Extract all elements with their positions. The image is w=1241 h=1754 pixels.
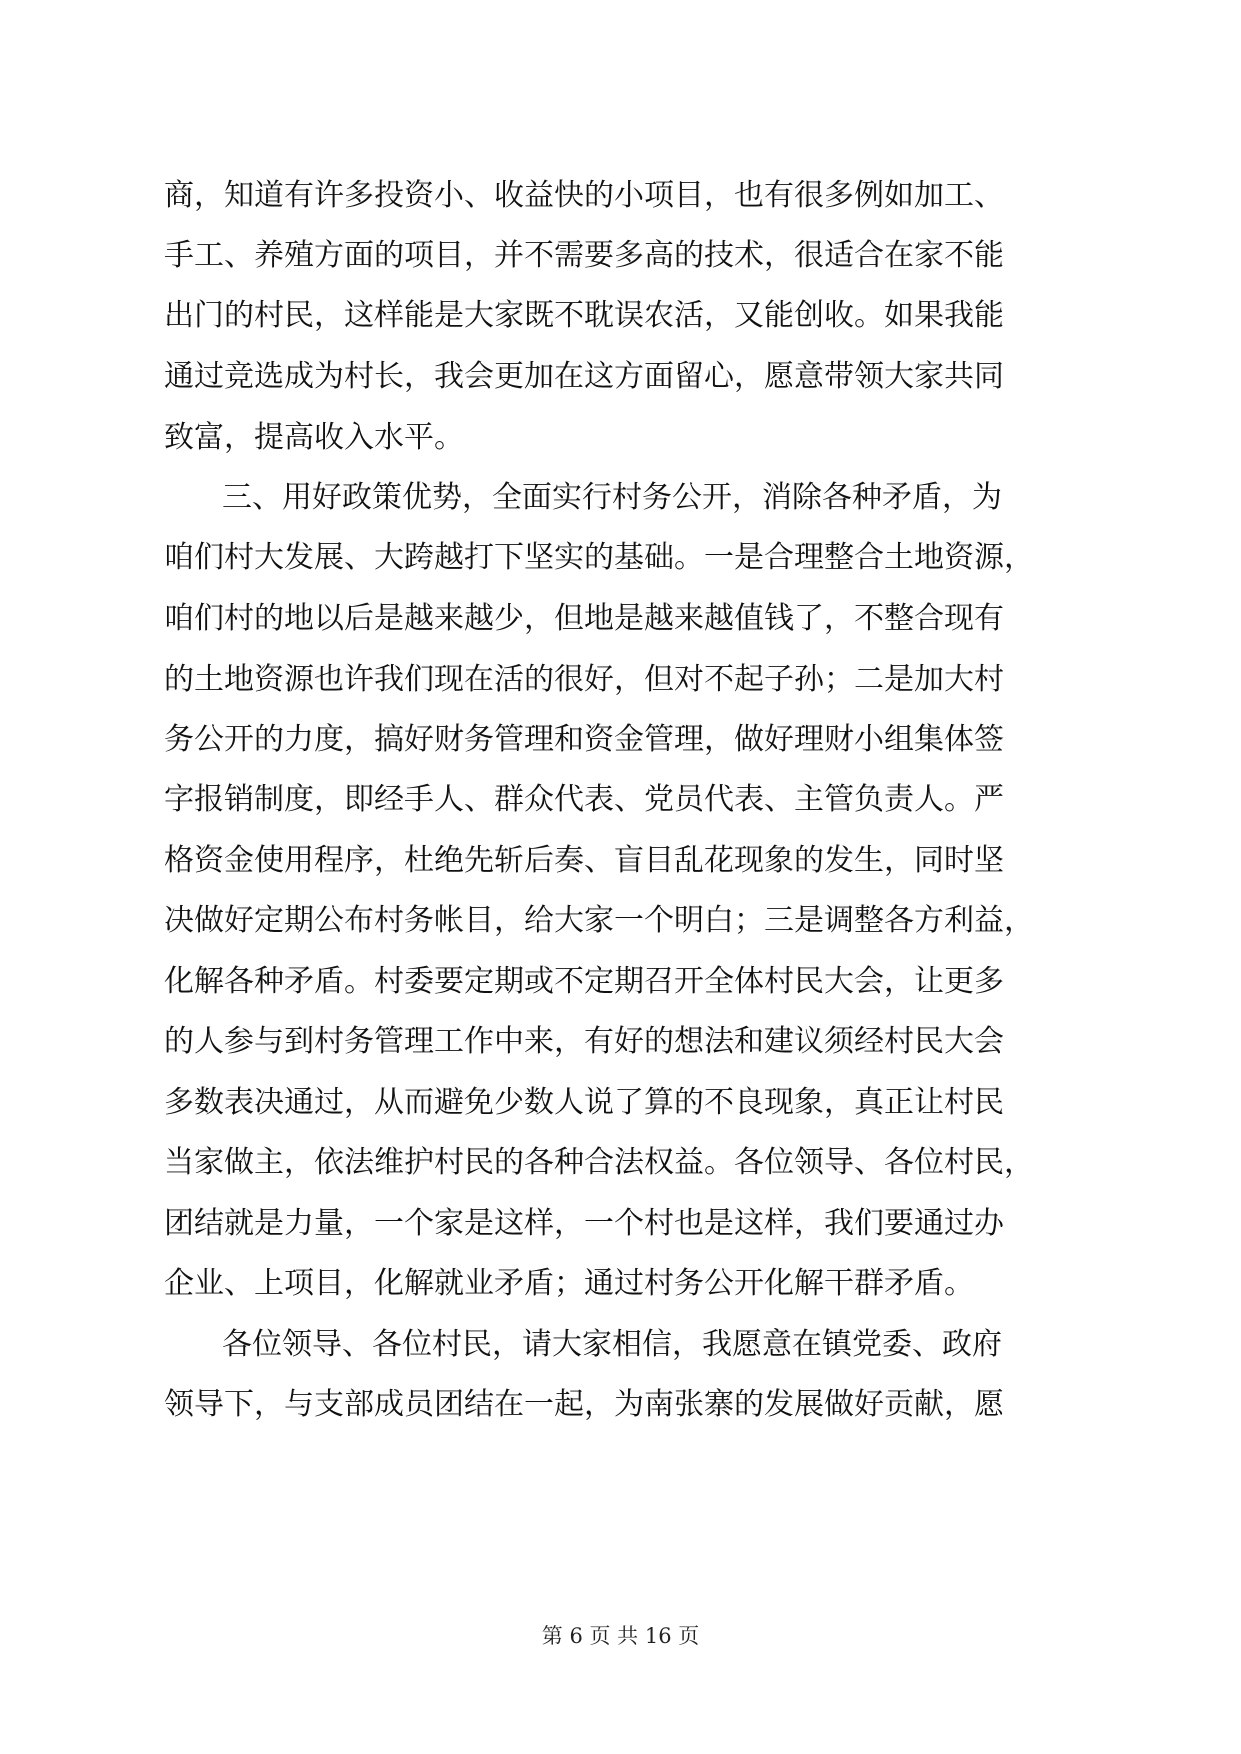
text-line: 领导下，与支部成员团结在一起，为南张寨的发展做好贡献，愿	[164, 1387, 1004, 1422]
text-line: 化解各种矛盾。村委要定期或不定期召开全体村民大会，让更多	[164, 964, 1004, 999]
text-line: 多数表决通过，从而避免少数人说了算的不良现象，真正让村民	[164, 1085, 1004, 1120]
text-line: 致富，提高收入水平。	[164, 420, 464, 455]
text-line: 咱们村的地以后是越来越少，但地是越来越值钱了，不整合现有	[164, 601, 1004, 636]
text-line: 企业、上项目，化解就业矛盾；通过村务公开化解干群矛盾。	[164, 1266, 974, 1301]
text-line: 格资金使用程序，杜绝先斩后奏、盲目乱花现象的发生，同时坚	[164, 843, 1004, 878]
text-line: 的土地资源也许我们现在活的很好，但对不起子孙；二是加大村	[164, 662, 1004, 697]
text-line: 咱们村大发展、大跨越打下坚实的基础。一是合理整合土地资源，	[164, 540, 1034, 575]
text-line: 字报销制度，即经手人、群众代表、党员代表、主管负责人。严	[164, 782, 1004, 817]
text-line: 当家做主，依法维护村民的各种合法权益。各位领导、各位村民，	[164, 1145, 1034, 1180]
text-line: 通过竞选成为村长，我会更加在这方面留心，愿意带领大家共同	[164, 359, 1004, 394]
page-number-footer: 第 6 页 共 16 页	[541, 1624, 700, 1648]
text-line: 手工、养殖方面的项目，并不需要多高的技术，很适合在家不能	[164, 238, 1004, 273]
text-line: 商，知道有许多投资小、收益快的小项目，也有很多例如加工、	[164, 178, 1004, 213]
paragraph-start-line: 各位领导、各位村民，请大家相信，我愿意在镇党委、政府	[222, 1327, 1002, 1362]
paragraph-start-line: 三、用好政策优势，全面实行村务公开，消除各种矛盾，为	[222, 480, 1002, 515]
text-line: 出门的村民，这样能是大家既不耽误农活，又能创收。如果我能	[164, 298, 1004, 333]
text-line: 决做好定期公布村务帐目，给大家一个明白；三是调整各方利益，	[164, 903, 1034, 938]
text-line: 团结就是力量，一个家是这样，一个村也是这样，我们要通过办	[164, 1206, 1004, 1241]
text-line: 的人参与到村务管理工作中来，有好的想法和建议须经村民大会	[164, 1024, 1004, 1059]
text-line: 务公开的力度，搞好财务管理和资金管理，做好理财小组集体签	[164, 722, 1004, 757]
